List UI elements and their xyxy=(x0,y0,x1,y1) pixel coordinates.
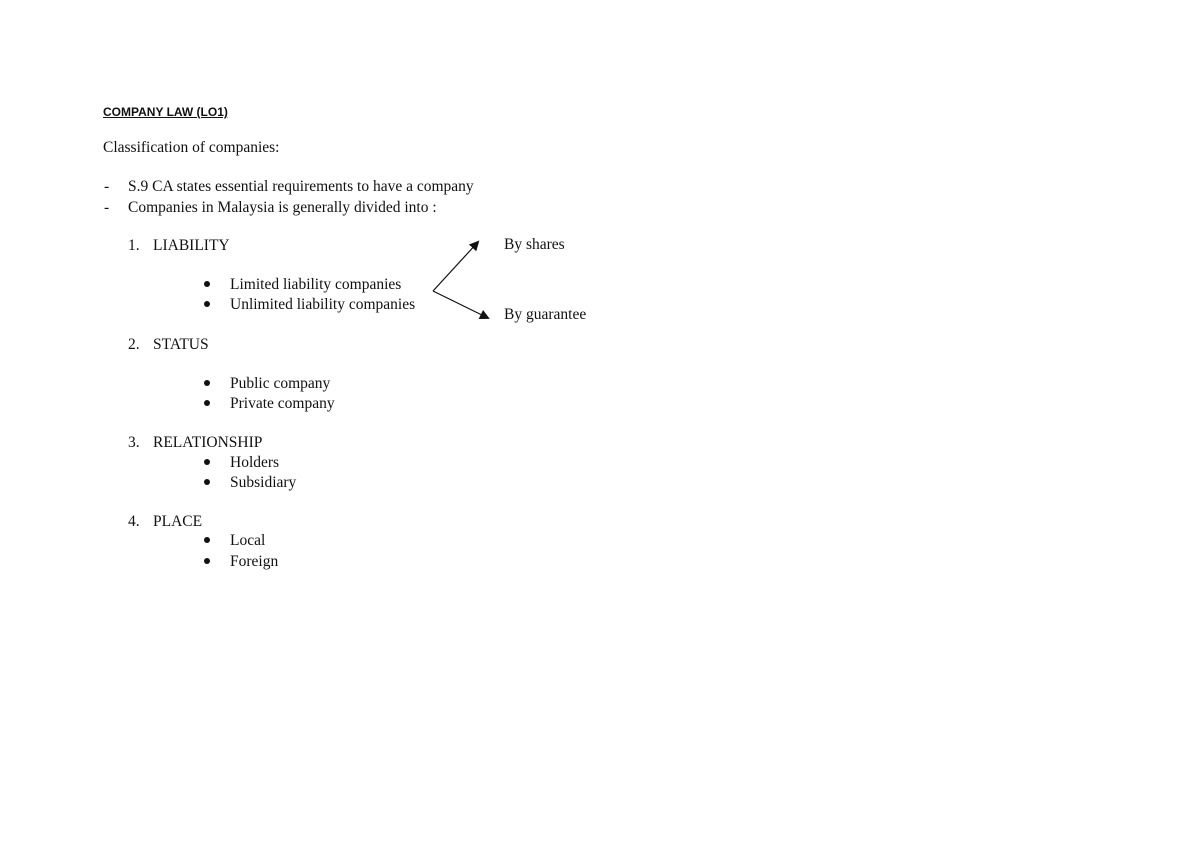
section-heading-liability: LIABILITY xyxy=(153,237,230,254)
arrow-to-by-guarantee-icon xyxy=(433,291,488,318)
section-heading-status: STATUS xyxy=(153,336,209,353)
dash-marker: - xyxy=(104,199,110,216)
list-item: Holders xyxy=(230,454,280,471)
section-number: 4. xyxy=(128,513,140,530)
list-item: Foreign xyxy=(230,553,279,570)
section-heading-place: PLACE xyxy=(153,513,203,530)
section-heading-relationship: RELATIONSHIP xyxy=(153,434,263,451)
dash-item: Companies in Malaysia is generally divided into : xyxy=(128,199,437,216)
list-item: Public company xyxy=(230,375,331,392)
section-number: 3. xyxy=(128,434,140,451)
list-item: Limited liability companies xyxy=(230,276,402,293)
list-item: Private company xyxy=(230,395,335,412)
arrow-target-by-guarantee: By guarantee xyxy=(504,306,587,323)
document-subtitle: Classification of companies: xyxy=(103,139,280,156)
list-item: Subsidiary xyxy=(230,474,297,491)
dash-item: S.9 CA states essential requirements to have a company xyxy=(128,178,474,195)
list-item: Unlimited liability companies xyxy=(230,296,416,313)
arrow-target-by-shares: By shares xyxy=(504,236,565,253)
list-item: Local xyxy=(230,532,266,549)
document-title: COMPANY LAW (LO1) xyxy=(103,105,228,119)
section-number: 2. xyxy=(128,336,140,353)
section-number: 1. xyxy=(128,237,140,254)
dash-marker: - xyxy=(104,178,110,195)
arrow-to-by-shares-icon xyxy=(433,242,478,291)
